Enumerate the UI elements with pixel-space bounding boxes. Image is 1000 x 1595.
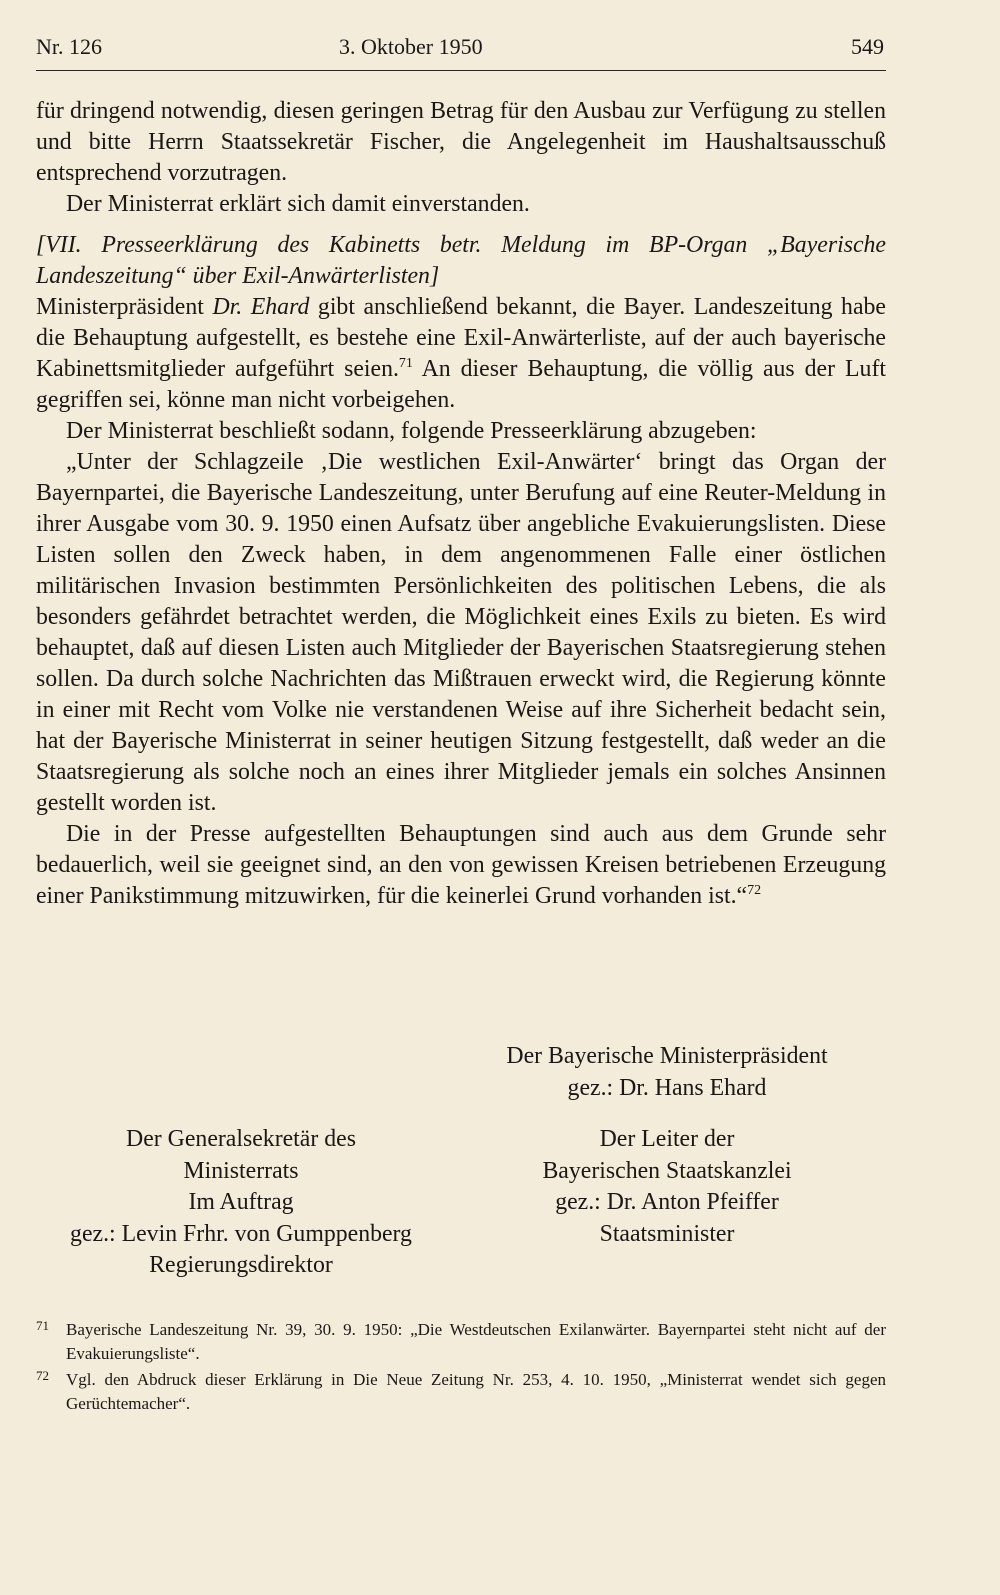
signature-line: Bayerischen Staatskanzlei	[542, 1157, 792, 1184]
paragraph-press-statement: „Unter der Schlagzeile ‚Die westlichen Exil-Anwärter‘ bringt das Organ der Bayernpartei, die Bayerische Landeszeitung, unter Berufung auf eine Reuter-Meldung in ihrer Ausgabe vom 30. 9. 1950 einen Aufsatz über angebliche Evakuierungslisten. Diese Listen sollen den Zweck haben, in dem angenommenen Falle einer östlichen militärischen Invasion bestimmten Persönlichkeiten des politischen Lebens, die als besonders gefährdet betrachtet werden, die Möglichkeit eines Exils zu bieten. Es wird behauptet, daß auf diesen Listen auch Mitglieder der Bayerischen Staatsregierung stehen sollen. Da durch solche Nachrichten das Mißtrauen erweckt wird, die Regierung könnte in einer mit Recht vom Volke nie verstandenen Weise auf ihre Sicherheit bedacht sein, hat der Bayerische Ministerrat in seiner heutigen Sitzung festgestellt, daß weder an die Staatsregierung als solche noch an eines ihrer Mitglieder jemals ein solches Ansinnen gestellt worden ist.	[36, 449, 886, 816]
page-number: 549	[851, 34, 884, 59]
footnote	[36, 1318, 886, 1366]
footnote-text: Bayerische Landeszeitung Nr. 39, 30. 9. 1950: „Die Westdeutschen Exilanwärter. Bayernpartei steht nicht auf der Evakuierungsliste“.	[66, 1320, 886, 1363]
signature-line: Der Leiter der	[599, 1126, 735, 1152]
footnotes	[36, 1318, 886, 1418]
paragraph-ehard-c: An dieser Behauptung, die völlig aus der Luft gegriffen sei, könne man nicht vorbeigehen.	[36, 356, 886, 413]
footnote-ref-72: 72	[747, 883, 762, 899]
person-name: Dr. Ehard	[212, 294, 310, 320]
body-text	[36, 96, 886, 912]
signature-line: gez.: Dr. Hans Ehard	[567, 1074, 767, 1101]
signature-generalsekretaer	[36, 1124, 446, 1282]
issue-number: Nr. 126	[36, 34, 102, 59]
section-heading: [VII. Presseerklärung des Kabinetts betr. Meldung im BP-Organ „Bayerische Landeszeitung“ über Exil-Anwärterlisten]	[36, 232, 886, 289]
signature-line: gez.: Levin Frhr. von Gumppenberg	[70, 1220, 412, 1247]
paragraph-continuation: für dringend notwendig, diesen geringen Betrag für den Ausbau zur Verfügung zu stellen und bitte Herrn Staatssekretär Fischer, die Angelegenheit im Haushaltsausschuß entsprechend vorzutragen.	[36, 98, 886, 186]
paragraph-agreement: Der Ministerrat erklärt sich damit einverstanden.	[66, 191, 530, 217]
signature-line: Staatsminister	[599, 1220, 735, 1247]
footnote	[36, 1368, 886, 1416]
paragraph-press-statement-end-text: Die in der Presse aufgestellten Behauptungen sind auch aus dem Grunde sehr bedauerlich, weil sie geeignet sind, an den von gewissen Kreisen betriebenen Erzeugung einer Panikstimmung mitzuwirken, für die keinerlei Grund vorhanden ist.“	[36, 821, 886, 909]
signature-line: gez.: Dr. Anton Pfeiffer	[555, 1189, 779, 1215]
header-date: 3. Oktober 1950	[339, 34, 483, 59]
signature-staatskanzlei	[482, 1124, 852, 1250]
signature-line: Im Auftrag	[188, 1189, 294, 1215]
paragraph-decision: Der Ministerrat beschließt sodann, folgende Presseerklärung abzugeben:	[66, 418, 757, 444]
signature-line: Der Generalsekretär des	[126, 1126, 356, 1152]
paragraph-press-statement-end	[36, 819, 886, 912]
paragraph-ehard-b: gibt anschließend bekannt, die Bayer. Landeszeitung habe die Behauptung aufgestellt, es bestehe eine Exil-Anwärterliste, auf der auch bayerische Kabinettsmitglieder aufgeführt seien.	[36, 294, 886, 382]
paragraph-ehard	[36, 292, 886, 416]
signature-ministerpraesident	[482, 1041, 852, 1104]
running-header	[36, 30, 886, 71]
footnote-number: 72	[36, 1368, 49, 1383]
signature-line: Regierungsdirektor	[149, 1252, 333, 1278]
signature-line: Der Bayerische Ministerpräsident	[506, 1043, 828, 1069]
footnote-number: 71	[36, 1318, 49, 1333]
paragraph-ehard-a: Ministerpräsident	[36, 294, 213, 320]
footnote-text: Vgl. den Abdruck dieser Erklärung in Die Neue Zeitung Nr. 253, 4. 10. 1950, „Ministerrat wendet sich gegen Gerüchtemacher“.	[66, 1370, 886, 1413]
signature-line: Ministerrats	[183, 1157, 299, 1184]
footnote-ref-71: 71	[398, 356, 413, 372]
